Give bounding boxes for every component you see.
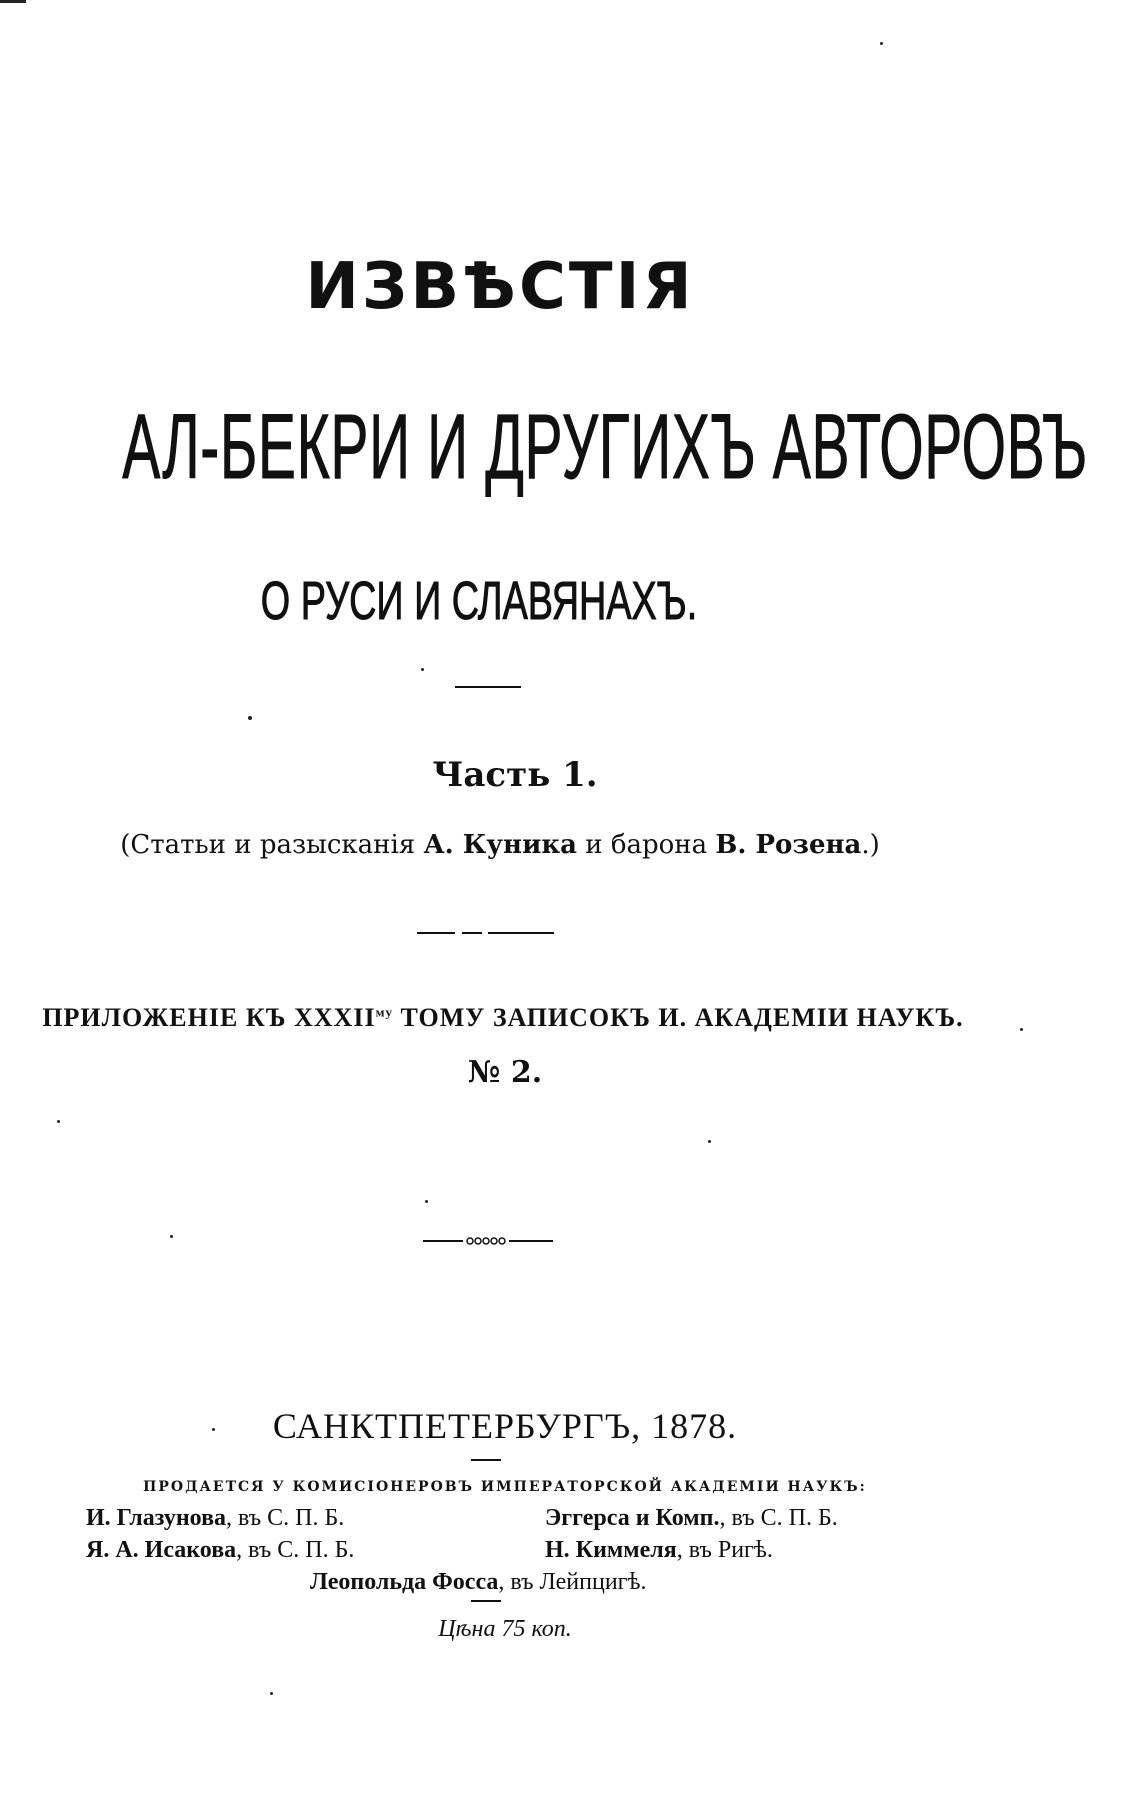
scan-speck [170,1235,173,1238]
appendix-superscript: му [375,1004,393,1020]
divider-rule [488,932,554,934]
price-line: Цѣна 75 коп. [438,1616,572,1642]
city-year: САНКТПЕТЕРБУРГЪ, 1878. [272,1406,738,1446]
scan-speck [880,42,883,45]
appendix-line [0,1003,1073,1033]
scan-speck [212,1428,215,1431]
credits-author-rosen: В. Розена [715,830,862,860]
agent-place: , въ Лейпцигѣ. [498,1569,647,1595]
agent-name: Эггерса и Комп. [545,1505,720,1531]
credits-prefix: (Статьи и разысканія [120,830,424,860]
agent-isakov [86,1537,354,1564]
scan-speck [708,1140,711,1143]
agent-kimmel [545,1537,773,1564]
agent-place: , въ С. П. Б. [226,1505,345,1531]
divider-rule [417,932,455,934]
scan-speck [421,668,424,671]
agent-place: , въ Ригѣ. [676,1537,773,1563]
scan-speck [1020,1028,1023,1031]
issue-number: № 2. [467,1055,543,1090]
agent-place: , въ С. П. Б. [719,1505,838,1531]
scan-speck [270,1692,273,1695]
title-authors: АЛ-БЕКРИ И ДРУГИХЪ АВТОРОВЪ [122,396,1088,498]
divider-rule [471,1459,501,1461]
agent-name: Леопольда Фосса [310,1569,499,1595]
part-label: Часть 1. [432,755,598,795]
scan-speck [0,0,26,3]
appendix-text: ПРИЛОЖЕНІЕ КЪ XXXII [42,1003,376,1032]
scan-speck [425,1200,428,1203]
agent-name: И. Глазунова [86,1505,227,1531]
ornament-divider [423,1236,553,1246]
title-main: ИЗВѢСТІЯ [305,250,695,324]
agent-name: Н. Киммеля [545,1537,677,1563]
title-subject: О РУСИ И СЛАВЯНАХЪ. [260,571,698,631]
scan-speck [57,1120,60,1123]
credits-author-kunik: А. Куника [423,830,577,860]
agent-name: Я. А. Исакова [86,1537,237,1563]
part-credits [0,830,1070,860]
sold-by-line: ПРОДАЕТСЯ У КОМИСІОНЕРОВЪ ИМПЕРАТОРСКОЙ АКАДЕМІИ НАУКЪ: [143,1479,867,1495]
credits-middle: и барона [577,830,716,860]
divider-rule [471,1600,501,1602]
appendix-text-rest: ТОМУ ЗАПИСОКЪ И. АКАДЕМІИ НАУКЪ. [393,1003,964,1032]
divider-rule [455,686,521,688]
agent-glazunov [86,1505,344,1532]
scan-speck [248,716,252,720]
agent-place: , въ С. П. Б. [236,1537,355,1563]
divider-rule [462,932,482,934]
agent-eggers [545,1505,838,1532]
agent-voss [310,1569,647,1596]
credits-suffix: .) [861,830,880,860]
